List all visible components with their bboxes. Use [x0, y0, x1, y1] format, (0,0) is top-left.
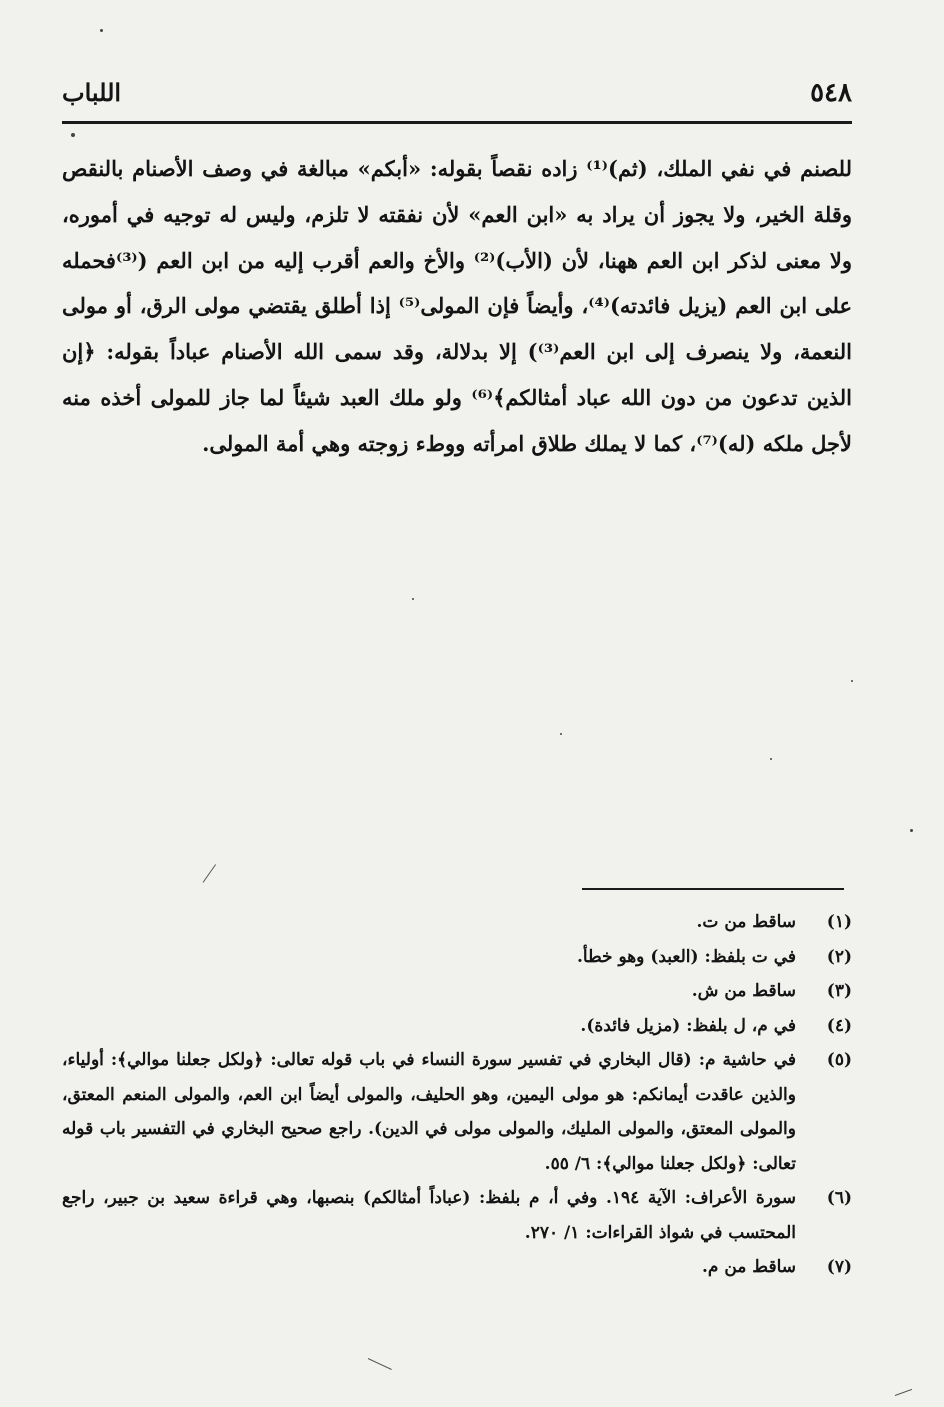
footnote-number: (٢) — [826, 946, 852, 967]
footnote-text: في ت بلفظ: (العبد) وهو خطأ. — [576, 946, 796, 967]
scan-scratch — [895, 1389, 912, 1396]
footnote-text: في م، ل بلفظ: (مزيل فائدة). — [580, 1015, 796, 1036]
scan-speck — [71, 133, 75, 137]
body-paragraph: للصنم في نفي الملك، (ثم)⁽¹⁾ زاده نقصاً بقوله: «أبكم» مبالغة في وصف الأصنام بالنقص وقلة الخير، ولا يجوز أن يراد به «ابن العم» لأن نفقته لا تلزم، وليس له توجيه في أموره، ولا معنى لذكر ابن العم ههنا، لأن (الأب)⁽²⁾ والأخ والعم أقرب إليه من ابن العم (⁽³⁾فحمله على ابن العم (يزيل فائدته)⁽⁴⁾، وأيضاً فإن المولى⁽⁵⁾ إذا أطلق يقتضي مولى الرق، أو مولى النعمة، ولا ينصرف إلى ابن العم⁽³⁾) إلا بدلالة، وقد سمى الله الأصنام عباداً بقوله: ﴿إن الذين تدعون من دون الله عباد أمثالكم﴾⁽⁶⁾ ولو ملك العبد شيئاً لما جاز للمولى أخذه منه لأجل ملكه (له)⁽⁷⁾، كما لا يملك طلاق امرأته ووطء زوجته وهي أمة المولى. — [62, 156, 853, 456]
page-number: ٥٤٨ — [810, 78, 852, 108]
main-text — [62, 146, 852, 467]
footnote-number: (٥) — [826, 1050, 852, 1070]
footnote-number: (٤) — [826, 1015, 852, 1036]
footnote-text: سورة الأعراف: الآية ١٩٤. وفي أ، م بلفظ: (عباداً أمثالكم) بنصبها، وهي قراءة سعيد بن جبير، راجع المحتسب في شواذ القراءات: ١/ ٢٧٠. — [62, 1188, 796, 1243]
scan-speck — [770, 758, 772, 760]
scan-speck — [100, 29, 103, 32]
footnote-number: (٦) — [826, 1188, 852, 1208]
scan-speck — [560, 733, 562, 735]
footnote-text: ساقط من ت. — [696, 912, 796, 932]
footnote-1 — [62, 905, 852, 940]
footnote-3 — [62, 974, 852, 1009]
footnote-text: ساقط من م. — [701, 1257, 796, 1277]
footnote-4 — [62, 1009, 852, 1044]
footnote-6 — [62, 1181, 852, 1250]
scan-scratch — [368, 1358, 392, 1370]
footnote-number: (٣) — [826, 981, 852, 1001]
scan-speck — [412, 598, 414, 600]
scan-speck — [910, 829, 913, 832]
footnote-text: في حاشية م: (قال البخاري في تفسير سورة النساء في باب قوله تعالى: ﴿ولكل جعلنا موالي﴾: أولياء، والذين عاقدت أيمانكم: هو مولى اليمين، وهو الحليف، والمولى أيضاً ابن العم، والمولى المنعم المعتق، والمولى المعتق، والمولى المليك، والمولى مولى في الدين). راجع صحيح البخاري في التفسير باب قوله تعالى: ﴿ولكل جعلنا موالي﴾: ٦/ ٥٥. — [62, 1050, 796, 1174]
footnotes — [62, 905, 852, 1285]
footnote-separator — [582, 888, 844, 890]
footnote-number: (١) — [826, 912, 852, 932]
footnote-text: ساقط من ش. — [691, 981, 796, 1001]
footnote-2 — [62, 940, 852, 975]
scan-scratch — [203, 864, 216, 883]
footnote-number: (٧) — [826, 1257, 852, 1277]
page-header — [62, 78, 852, 118]
footnote-7 — [62, 1250, 852, 1285]
running-title: اللباب — [62, 78, 122, 107]
scan-speck — [851, 680, 853, 682]
header-rule — [62, 121, 852, 124]
footnote-5 — [62, 1043, 852, 1181]
